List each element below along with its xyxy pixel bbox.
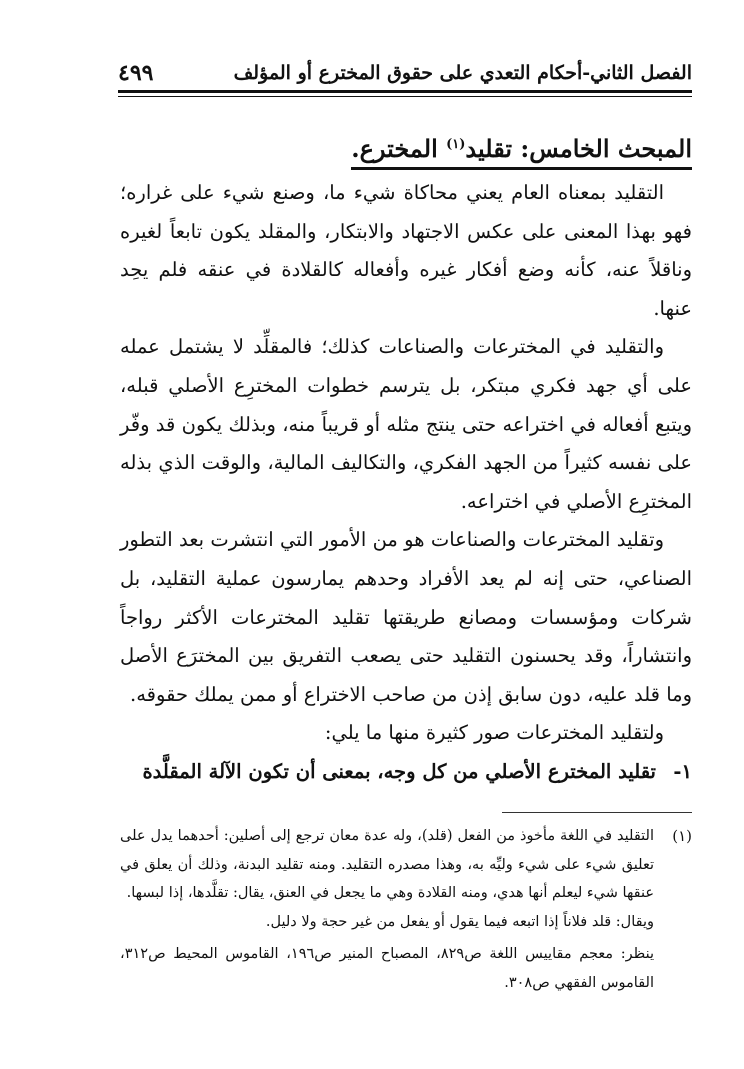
page-number: ٤٩٩ <box>118 60 154 86</box>
section-title: المبحث الخامس: <box>520 134 692 163</box>
footnote-reference[interactable]: (١) <box>446 137 466 152</box>
list-item <box>120 753 692 792</box>
list-item-number: ١- <box>673 759 692 783</box>
paragraph: التقليد بمعناه العام يعني محاكاة شيء ما، وصنع شيء على غراره؛ فهو بهذا المعنى على عكس الاجتهاد والابتكار، والمقلد يكون تابعاً لغيره وناقلاً عنه، كأنه وضع أفكار غيره وأفعاله كالقلادة في عنقه فلم يحِد عنها. <box>120 181 692 320</box>
header-rule-thin <box>118 96 692 97</box>
header-rule <box>118 90 692 93</box>
footnotes <box>120 822 692 997</box>
body-text <box>120 174 692 792</box>
footnote-separator <box>502 812 692 813</box>
running-header <box>118 60 692 90</box>
section-subtitle: تقليد <box>465 134 513 163</box>
footnote-marker: (١) <box>672 827 692 845</box>
footnote-body <box>120 822 654 997</box>
paragraph: والتقليد في المخترعات والصناعات كذلك؛ فالمقلِّد لا يشتمل عمله على أي جهد فكري مبتكر، بل يترسم خطوات المخترِع الأصلي قبله، ويتبع أفعاله في اختراعه حتى ينتج مثله أو قريباً منه، وبذلك يكون قد وفّر على نفسه كثيراً من الجهد الفكري، والتكاليف المالية، والوقت الذي بذله المخترِع الأصلي في اختراعه. <box>120 335 692 513</box>
footnote-line: التقليد في اللغة مأخوذ من الفعل (قلد)، وله عدة معان ترجع إلى أصلين: أحدهما يدل على تعليق شيء على شيء وليِّه به، وهذا مصدره التقليد. ومنه تقليد البدنة، وذلك أن يعلق في عنقها شيء ليعلم أنها هدي، ومنه القلادة وهي ما يجعل في العنق، يقال: تقلَّدها، إذا لبسها. <box>120 828 654 901</box>
paragraph: ولتقليد المخترعات صور كثيرة منها ما يلي: <box>324 721 664 745</box>
footnote-line: ويقال: قلد فلاناً إذا اتبعه فيما يقول أو يفعل من غير حجة ولا دليل. <box>265 913 654 930</box>
section-subtitle-end: المخترع. <box>351 134 438 163</box>
paragraph: وتقليد المخترعات والصناعات هو من الأمور التي انتشرت بعد التطور الصناعي، حتى إنه لم يعد الأفراد وحدهم يمارسون عملية التقليد، بل شركات ومؤسسات ومصانع طريقتها تقليد المخترعات الأكثر رواجاً وانتشاراً، وقد يحسنون التقليد حتى يصعب التفريق بين المخترَع الأصل وما قلد عليه، دون سابق إذن من صاحب الاختراع أو ممن يملك حقوقه. <box>120 528 692 706</box>
list-item-text: تقليد المخترع الأصلي من كل وجه، بمعنى أن تكون الآلة المقلَّدة <box>142 759 656 783</box>
section-heading <box>351 128 692 170</box>
footnote <box>120 822 692 997</box>
running-title: الفصل الثاني-أحكام التعدي على حقوق المخترع أو المؤلف <box>233 62 692 84</box>
footnote-references: ينظر: معجم مقاييس اللغة ص٨٢٩، المصباح المنير ص١٩٦، القاموس المحيط ص٣١٢، القاموس الفقهي ص٣٠٨. <box>120 946 654 991</box>
